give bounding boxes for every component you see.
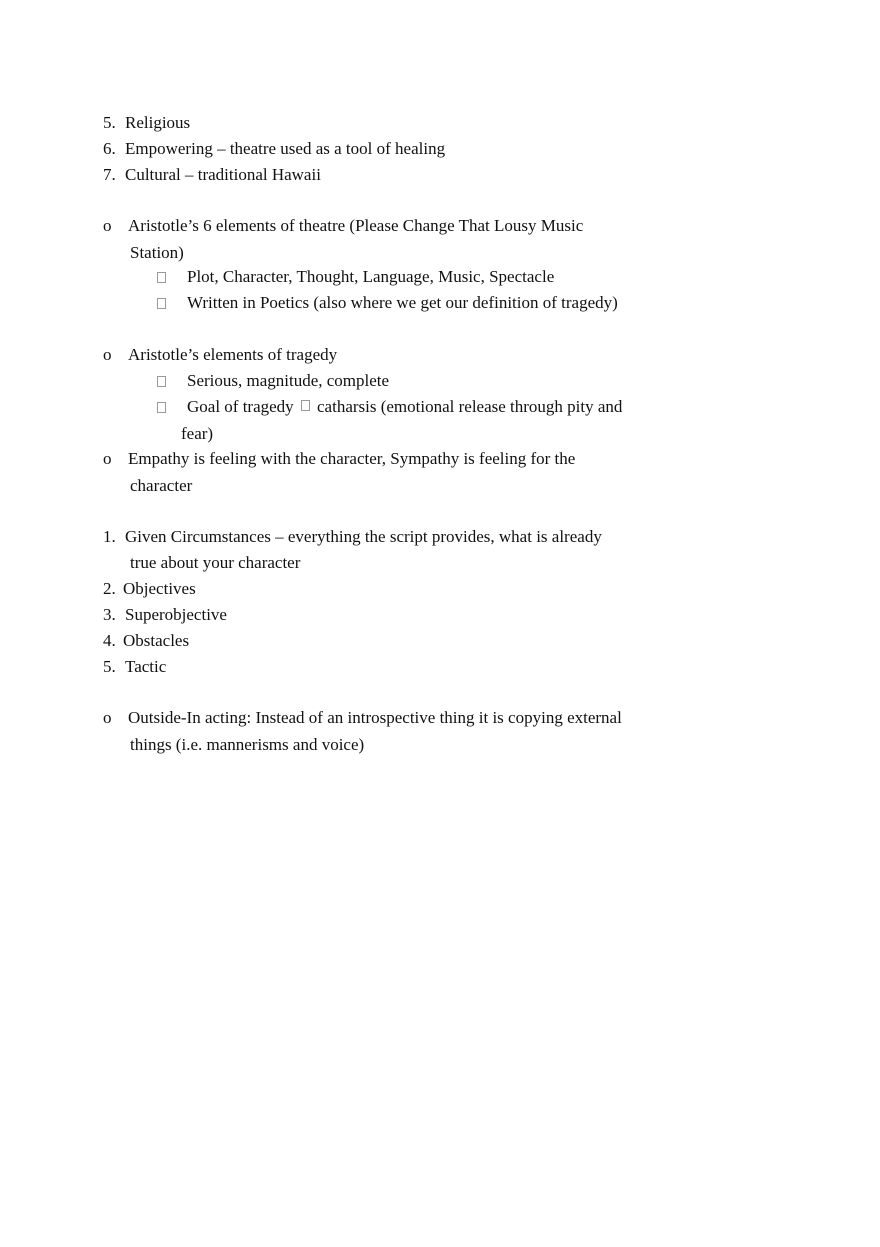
list-item: Obstacles — [123, 631, 190, 650]
arrow-placeholder-icon — [301, 392, 310, 418]
box-bullet-icon — [157, 394, 166, 420]
bullet-text-continued: Station) — [130, 243, 184, 262]
sub-bullet-text: catharsis (emotional release through pity and — [317, 397, 623, 416]
list-marker: 6. — [103, 139, 116, 158]
bullet-text-continued: things (i.e. mannerisms and voice) — [130, 735, 365, 754]
box-bullet-icon — [157, 290, 166, 316]
list-marker: 5. — [103, 113, 116, 132]
sub-bullet-text: Goal of tragedy — [187, 397, 294, 416]
bullet-text: Empathy is feeling with the character, Sympathy is feeling for the — [128, 449, 576, 468]
list-item: Given Circumstances – everything the script provides, what is already — [125, 527, 602, 546]
sub-bullet-text-continued: fear) — [181, 424, 214, 443]
bullet-marker: o — [103, 216, 112, 235]
bullet-marker: o — [103, 449, 112, 468]
box-bullet-icon — [157, 368, 166, 394]
list-item: Tactic — [125, 657, 167, 676]
list-item: Cultural – traditional Hawaii — [125, 165, 321, 184]
bullet-text: Aristotle’s 6 elements of theatre (Please Change That Lousy Music — [128, 216, 584, 235]
box-bullet-icon — [157, 264, 166, 290]
bullet-text-continued: character — [130, 476, 193, 495]
list-marker: 3. — [103, 605, 116, 624]
sub-bullet-text: Plot, Character, Thought, Language, Music, Spectacle — [187, 267, 555, 286]
list-item-continued: true about your character — [130, 553, 301, 572]
list-marker: 5. — [103, 657, 116, 676]
sub-bullet-text: Written in Poetics (also where we get our definition of tragedy) — [187, 293, 618, 312]
list-marker: 4. — [103, 631, 116, 650]
list-item: Superobjective — [125, 605, 227, 624]
bullet-text: Outside-In acting: Instead of an introspective thing it is copying external — [128, 708, 622, 727]
bullet-marker: o — [103, 345, 112, 364]
list-item: Empowering – theatre used as a tool of healing — [125, 139, 446, 158]
list-marker: 7. — [103, 165, 116, 184]
sub-bullet-text: Serious, magnitude, complete — [187, 371, 390, 390]
list-marker: 1. — [103, 527, 116, 546]
list-item: Religious — [125, 113, 191, 132]
bullet-text: Aristotle’s elements of tragedy — [128, 345, 338, 364]
bullet-marker: o — [103, 708, 112, 727]
list-item: Objectives — [123, 579, 196, 598]
list-marker: 2. — [103, 579, 116, 598]
